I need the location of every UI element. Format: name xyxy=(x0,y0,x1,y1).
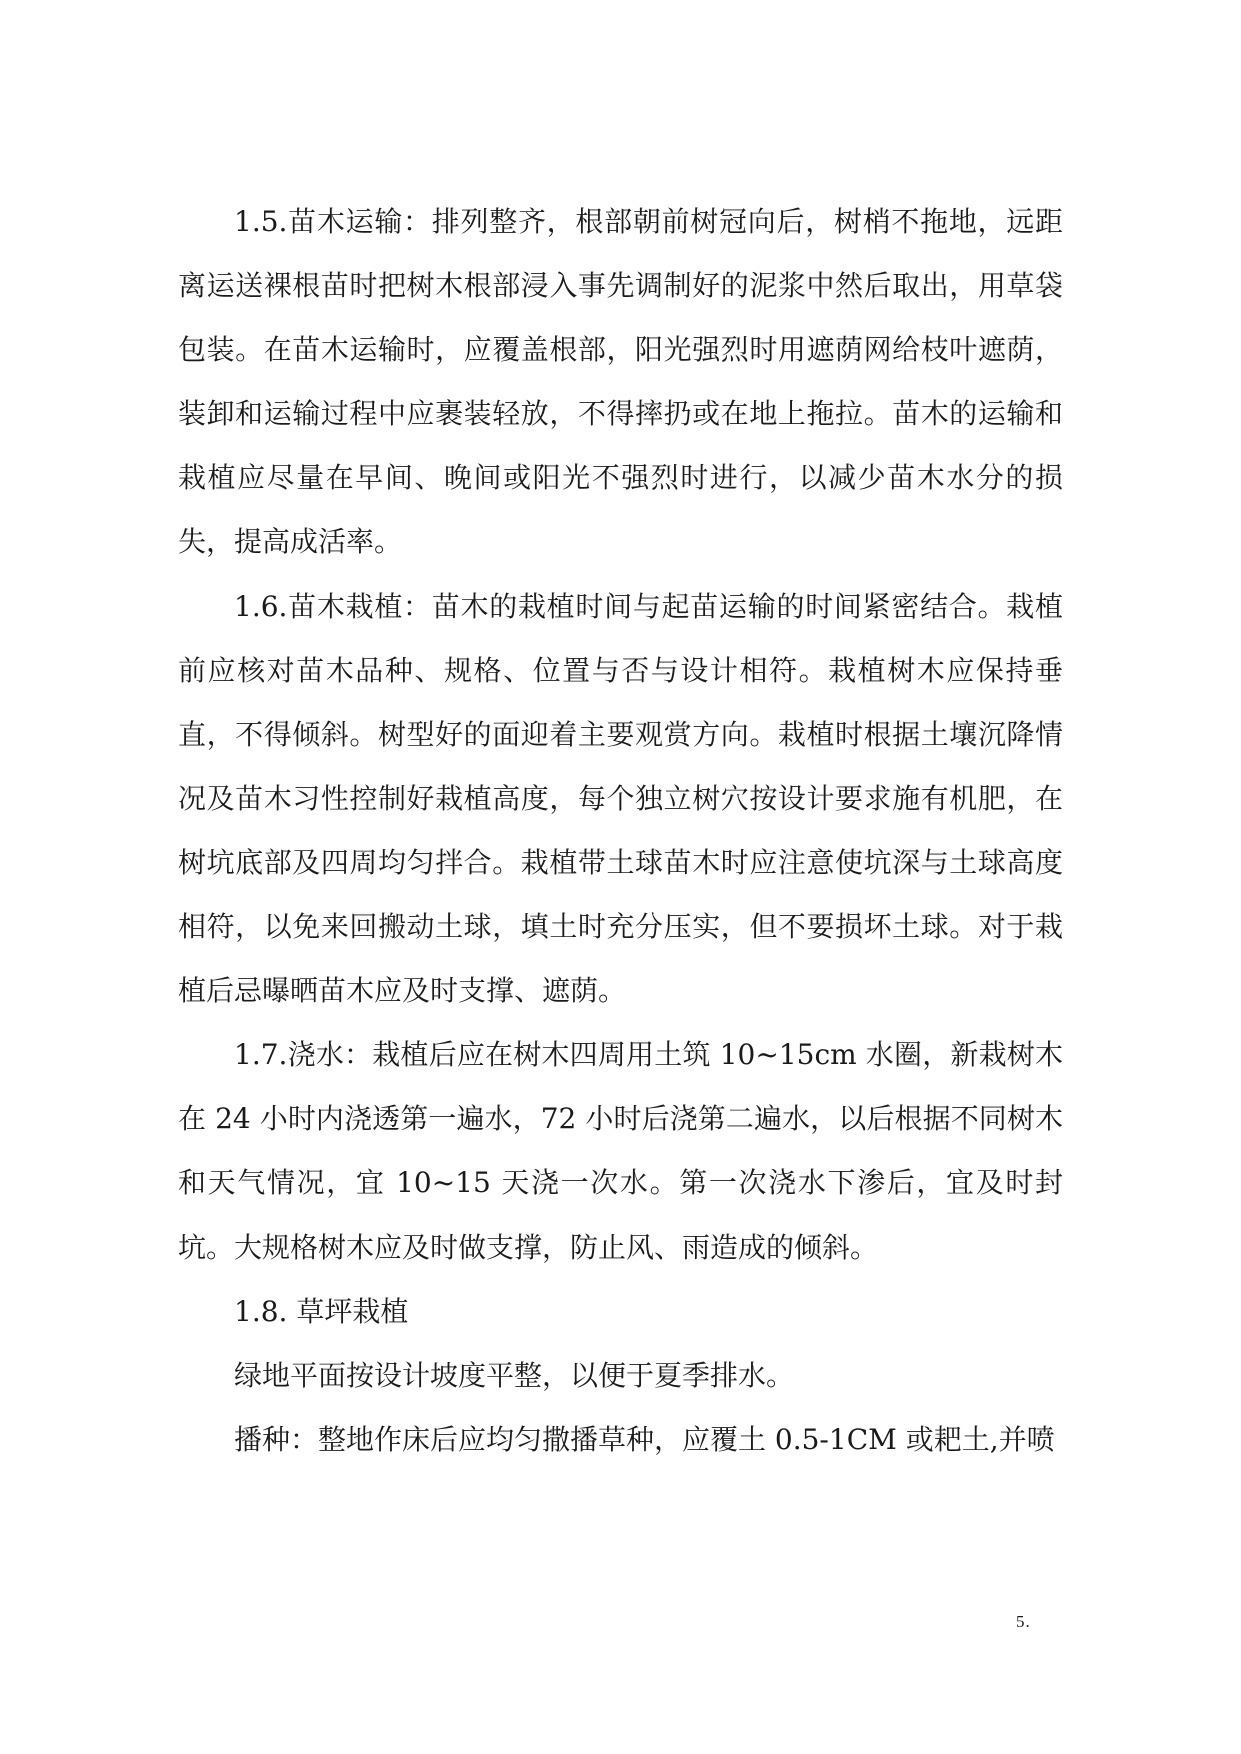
paragraph-lawn-planting-heading: 1.8. 草坪栽植 xyxy=(234,1294,409,1328)
body-text xyxy=(178,190,1063,1472)
page-number: 5. xyxy=(1016,1612,1031,1631)
paragraph-seedling-planting: 1.6.苗木栽植：苗木的栽植时间与起苗运输的时间紧密结合。栽植前应核对苗木品种、规格、位置与否与设计相符。栽植树木应保持垂直，不得倾斜。树型好的面迎着主要观赏方向。栽植时根据土壤沉降情况及苗木习性控制好栽植高度，每个独立树穴按设计要求施有机肥，在树坑底部及四周均匀拌合。栽植带土球苗木时应注意使坑深与土球高度相符，以免来回搬动土球，填土时充分压实，但不要损坏土球。对于栽植后忌曝晒苗木应及时支撑、遮荫。 xyxy=(178,589,1063,1008)
paragraph-sowing: 播种：整地作床后应均匀撒播草种，应覆土 0.5-1CM 或耙土,并喷 xyxy=(234,1422,1055,1456)
paragraph-ground-leveling: 绿地平面按设计坡度平整，以便于夏季排水。 xyxy=(234,1358,795,1392)
paragraph-watering: 1.7.浇水：栽植后应在树木四周用土筑 10~15cm 水圈，新栽树木在 24 小时内浇透第一遍水，72 小时后浇第二遍水，以后根据不同树木和天气情况，宜 10~15 天浇一次水。第一次浇水下渗后，宜及时封坑。大规格树木应及时做支撑，防止风、雨造成的倾斜。 xyxy=(178,1038,1063,1264)
paragraph-seedling-transport: 1.5.苗木运输：排列整齐，根部朝前树冠向后，树梢不拖地，远距离运送裸根苗时把树木根部浸入事先调制好的泥浆中然后取出，用草袋包装。在苗木运输时，应覆盖根部，阳光强烈时用遮荫网给枝叶遮荫，装卸和运输过程中应裹装轻放，不得摔扔或在地上拖拉。苗木的运输和栽植应尽量在早间、晚间或阳光不强烈时进行，以减少苗木水分的损失，提高成活率。 xyxy=(178,205,1063,559)
